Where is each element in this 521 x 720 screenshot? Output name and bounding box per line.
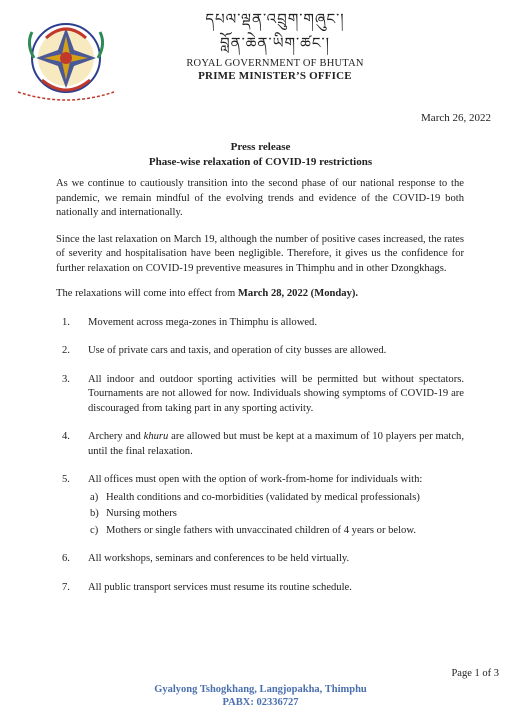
list-item-text: All public transport services must resume its routine schedule. xyxy=(88,581,352,593)
office-name: PRIME MINISTER’S OFFICE xyxy=(198,70,352,82)
footer xyxy=(0,683,521,709)
sub-list-item xyxy=(88,524,464,539)
sub-list-text: Nursing mothers xyxy=(106,508,177,519)
page-number: Page 1 of 3 xyxy=(451,668,499,679)
document-titles xyxy=(0,140,521,170)
paragraph-effective-date xyxy=(56,287,464,302)
list-item-number: 2. xyxy=(62,345,70,356)
government-name: ROYAL GOVERNMENT OF BHUTAN xyxy=(186,58,364,69)
sub-list-text: Health conditions and co-morbidities (validated by medical professionals) xyxy=(106,491,420,503)
sub-list-text: Mothers or single fathers with unvaccinated children of 4 years or below. xyxy=(106,524,416,536)
list-item-number: 5. xyxy=(62,474,70,485)
footer-phone: PABX: 02336727 xyxy=(222,697,299,708)
dzongkha-government-name: དཔལ་ལྡན་འབྲུག་གཞུང་། xyxy=(205,10,345,28)
document-date: March 26, 2022 xyxy=(421,112,491,124)
list-item xyxy=(56,344,464,359)
sub-list-item xyxy=(88,507,464,522)
text-segment: Archery and xyxy=(88,431,144,442)
paragraph-context: As we continue to cautiously transition into the second phase of our national response to the pandemic, we remain mindful of the evolving trends and evidence of the COVID-19 both nationally and internationally. xyxy=(56,178,464,218)
sub-list-label: b) xyxy=(90,508,99,519)
footer-address: Gyalyong Tshogkhang, Langjopakha, Thimphu xyxy=(154,684,367,695)
text-segment: are allowed but must be kept at a maximum of 10 players per match, until the final relaxation. xyxy=(88,431,464,457)
list-item xyxy=(56,373,464,417)
list-item-number: 1. xyxy=(62,316,70,328)
list-item xyxy=(56,316,464,331)
sub-list xyxy=(88,491,464,539)
document-subtitle: Phase-wise relaxation of COVID-19 restrictions xyxy=(148,156,373,168)
document-title: Press release xyxy=(230,141,291,153)
list-item-text: All offices must open with the option of work-from-home for individuals with: xyxy=(88,474,423,485)
sub-list-label: c) xyxy=(90,524,99,536)
list-item-text xyxy=(88,431,464,457)
list-item-text: All workshops, seminars and conferences to be held virtually. xyxy=(88,553,350,564)
effective-prefix: The relaxations will come into effect from xyxy=(56,288,238,299)
dzongkha-office-name: བློན་ཆེན་ཡིག་ཚང་། xyxy=(219,34,330,52)
document-body xyxy=(56,177,464,609)
list-item-number: 3. xyxy=(62,373,70,385)
italic-term: khuru xyxy=(143,431,169,442)
list-item-text: All indoor and outdoor sporting activities will be permitted but without spectators. Tournaments are not allowed for now. Individuals showing symptoms of COVID-19 are discouraged from taking part in any sporting activity. xyxy=(88,373,464,414)
measures-list xyxy=(56,316,464,596)
list-item-text: Use of private cars and taxis, and operation of city busses are allowed. xyxy=(88,345,387,356)
effective-date: March 28, 2022 (Monday). xyxy=(237,288,359,299)
sub-list-label: a) xyxy=(90,491,99,503)
list-item-number: 6. xyxy=(62,553,70,564)
list-item-number: 7. xyxy=(62,581,70,593)
letterhead xyxy=(150,8,400,82)
list-item-text: Movement across mega-zones in Thimphu is allowed. xyxy=(88,316,317,328)
paragraph-rationale: Since the last relaxation on March 19, although the number of positive cases increased, the rates of severity and hospitalisation have been negligible. Therefore, it gives us the confidence for further relaxation on COVID-19 preventive measures in Thimphu and in other Dzongkhags. xyxy=(56,233,464,274)
royal-emblem-icon xyxy=(12,14,120,106)
sub-list-item xyxy=(88,491,464,506)
list-item xyxy=(56,552,464,567)
list-item-number: 4. xyxy=(62,431,70,442)
list-item xyxy=(56,581,464,596)
list-item xyxy=(56,430,464,459)
list-item xyxy=(56,473,464,538)
